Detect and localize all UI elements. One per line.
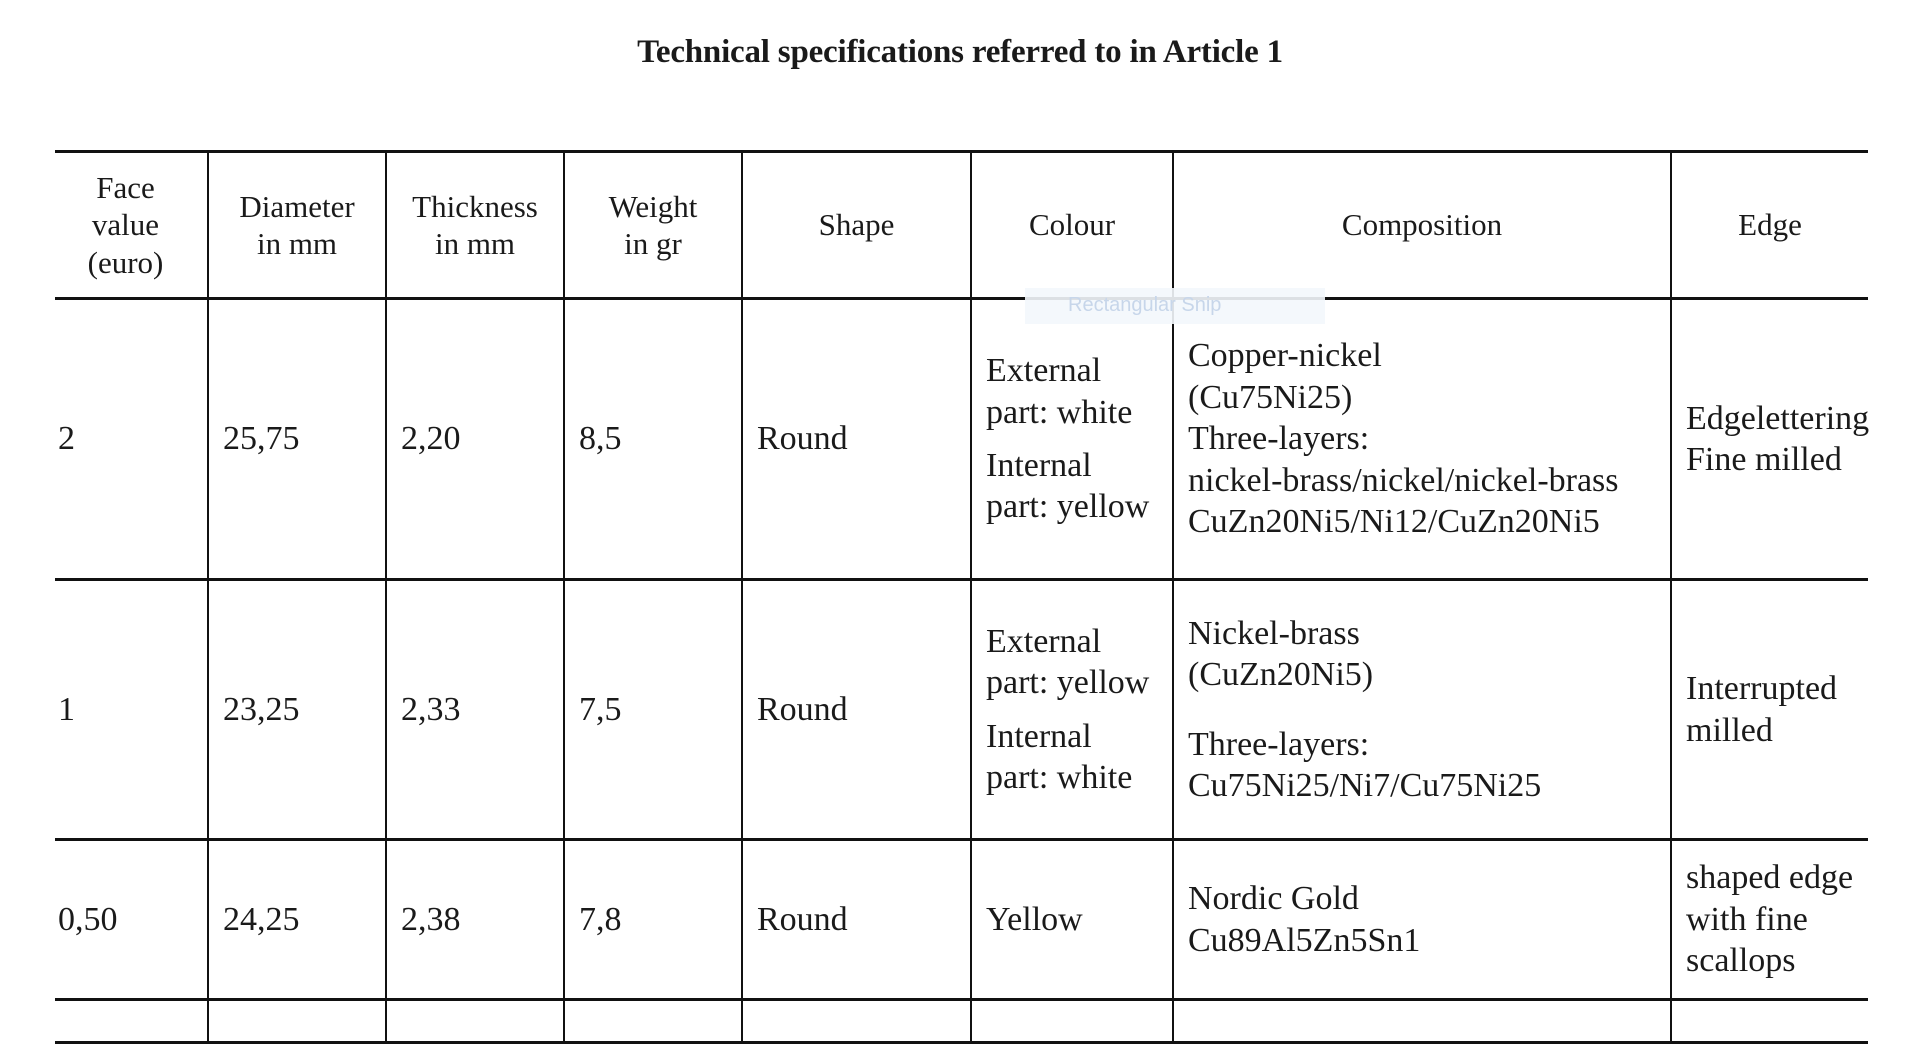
table-row <box>55 299 1868 580</box>
cell-face-value: 2 <box>55 299 208 580</box>
cell-colour: External part: yellow Internal part: white <box>971 580 1173 840</box>
header-composition: Composition <box>1173 152 1671 299</box>
cell-face-value: 1 <box>55 580 208 840</box>
header-row <box>55 152 1868 299</box>
cell-diameter: 23,25 <box>208 580 386 840</box>
cell-composition: Nickel-brass (CuZn20Ni5) Three-layers: Cu75Ni25/Ni7/Cu75Ni25 <box>1173 580 1671 840</box>
cell-colour: Yellow <box>971 840 1173 1000</box>
cell-shape: Round <box>742 840 971 1000</box>
cell-edge: Edgelettering Fine milled <box>1671 299 1868 580</box>
cell-weight: 7,8 <box>564 840 742 1000</box>
header-edge: Edge <box>1671 152 1868 299</box>
header-thickness: Thickness in mm <box>386 152 564 299</box>
header-face-value: Face value (euro) <box>55 152 208 299</box>
header-diameter: Diameter in mm <box>208 152 386 299</box>
document-title: Technical specifications referred to in Article 1 <box>637 34 1283 70</box>
snip-selection-label: Rectangular Snip <box>1068 294 1222 316</box>
cell-thickness: 2,38 <box>386 840 564 1000</box>
cell-edge: shaped edge with fine scallops <box>1671 840 1868 1000</box>
cell-composition: Copper-nickel (Cu75Ni25) Three-layers: nickel-brass/nickel/nickel-brass CuZn20Ni5/Ni12/CuZn20Ni5 <box>1173 299 1671 580</box>
header-shape: Shape <box>742 152 971 299</box>
cell-weight: 7,5 <box>564 580 742 840</box>
cell-diameter: 25,75 <box>208 299 386 580</box>
table-row <box>55 840 1868 1000</box>
table-row-partial <box>55 1000 1868 1043</box>
cell-thickness: 2,20 <box>386 299 564 580</box>
cell-shape: Round <box>742 299 971 580</box>
specifications-table <box>55 150 1868 1044</box>
cell-thickness: 2,33 <box>386 580 564 840</box>
header-weight: Weight in gr <box>564 152 742 299</box>
cell-diameter: 24,25 <box>208 840 386 1000</box>
cell-edge: Interrupted milled <box>1671 580 1868 840</box>
table-row <box>55 580 1868 840</box>
cell-weight: 8,5 <box>564 299 742 580</box>
header-colour: Colour <box>971 152 1173 299</box>
cell-face-value: 0,50 <box>55 840 208 1000</box>
cell-shape: Round <box>742 580 971 840</box>
cell-colour: External part: white Internal part: yellow <box>971 299 1173 580</box>
cell-composition: Nordic Gold Cu89Al5Zn5Sn1 <box>1173 840 1671 1000</box>
